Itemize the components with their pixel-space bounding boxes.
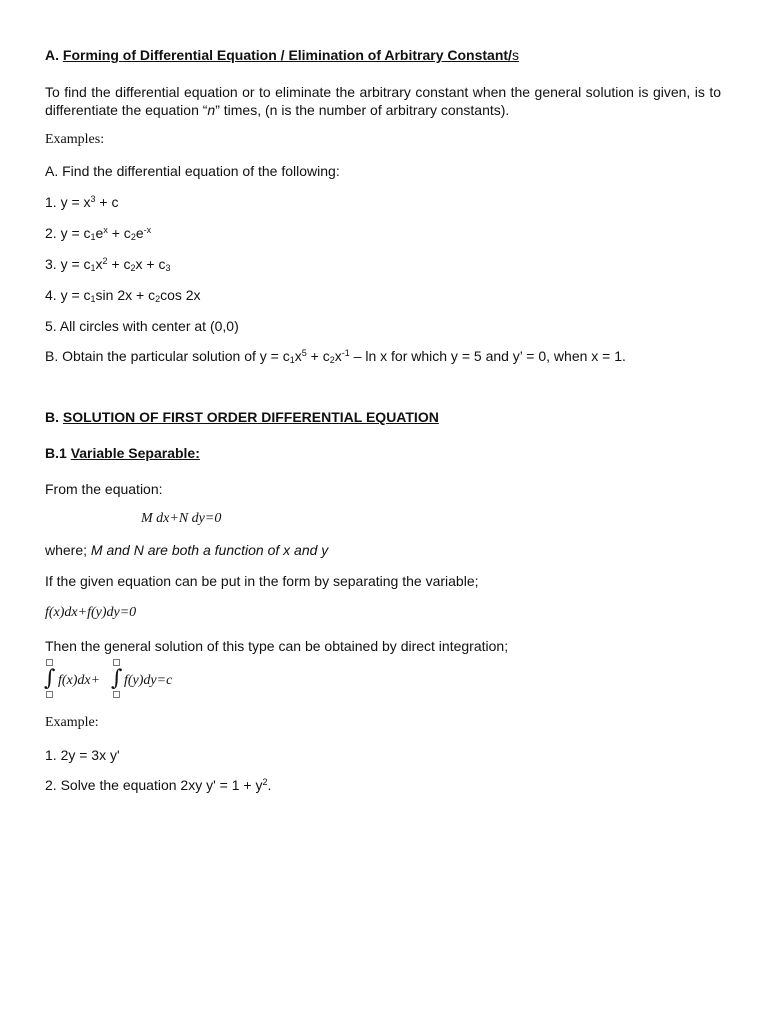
item2-exp1: x (103, 225, 108, 235)
list-item-3 (45, 255, 171, 273)
integral-term-2: f(y)dy=c (124, 673, 173, 688)
section-a-prefix: A. (45, 47, 63, 63)
task-a: A. Find the differential equation of the following: (45, 163, 340, 179)
intro-n: n (207, 102, 216, 118)
intro-text-1: To find the differential equation or to eliminate the arbitrary constant when the general solution is given, is to differentiate the equation “ (45, 84, 721, 118)
item2-c: e (95, 225, 104, 241)
where-text (45, 541, 328, 559)
taskb-exp1: 5 (301, 348, 307, 358)
integral-term-1: f(x)dx+ (58, 673, 101, 688)
item4-sub2: 2 (155, 294, 161, 304)
item3-sub3: 3 (165, 263, 171, 273)
item1-exp: 3 (90, 194, 96, 204)
from-equation-text: From the equation: (45, 481, 163, 497)
example-label: Example: (45, 715, 99, 730)
equation-separated: f(x)dx+f(y)dy=0 (45, 605, 137, 620)
then-general-text: Then the general solution of this type can be obtained by direct integration; (45, 638, 509, 654)
taskb-g: x (334, 348, 342, 364)
equation-m-dx-n-dy: M dx+N dy=0 (141, 511, 222, 526)
item2-g: e (135, 225, 144, 241)
taskb-a: B. Obtain the particular solution of y = c (45, 348, 290, 364)
example-2 (45, 776, 271, 794)
taskb-i: – ln x for which y = 5 and y’ = 0, when x = 1. (349, 348, 626, 364)
item3-exp: 2 (102, 256, 108, 266)
list-item-4 (45, 286, 201, 304)
item2-exp2: -x (143, 225, 152, 235)
item4-a: 4. y = c (45, 287, 91, 303)
integral-lower-limit-box-2 (113, 691, 120, 698)
item3-sub1: 1 (90, 263, 96, 273)
integral-sign-2: ∫ (111, 666, 123, 691)
item1-a: 1. y = x (45, 194, 91, 210)
if-given-text: If the given equation can be put in the form by separating the variable; (45, 573, 479, 589)
item1-c: + c (95, 194, 119, 210)
item4-c: sin 2x + c (95, 287, 156, 303)
item2-e: + c (107, 225, 131, 241)
taskb-sub2: 2 (329, 355, 335, 365)
ex2-c: . (267, 777, 272, 793)
example-1: 1. 2y = 3x y' (45, 747, 120, 763)
taskb-c: x (294, 348, 302, 364)
item3-a: 3. y = c (45, 256, 91, 272)
section-a-title: Forming of Differential Equation / Elimination of Arbitrary Constant/ (62, 47, 512, 63)
item4-e: cos 2x (160, 287, 201, 303)
item2-sub2: 2 (130, 232, 136, 242)
list-item-1 (45, 193, 119, 211)
task-b (45, 347, 626, 365)
taskb-sub1: 1 (289, 355, 295, 365)
section-a-title-tail: s (511, 47, 519, 63)
list-item-2 (45, 224, 151, 242)
item4-sub1: 1 (90, 294, 96, 304)
integral-sign-1: ∫ (44, 666, 56, 691)
integral-lower-limit-box-1 (46, 691, 53, 698)
section-b-heading (45, 408, 439, 426)
section-a-heading (45, 46, 519, 64)
ex2-a: 2. Solve the equation 2xy y' = 1 + y (45, 777, 263, 793)
item2-a: 2. y = c (45, 225, 91, 241)
item2-sub1: 1 (90, 232, 96, 242)
examples-label: Examples: (45, 132, 105, 147)
subsection-b1-title: Variable Separable: (70, 445, 200, 461)
list-item-5: 5. All circles with center at (0,0) (45, 318, 239, 334)
integral-upper-limit-box-2 (113, 659, 120, 666)
integral-upper-limit-box-1 (46, 659, 53, 666)
subsection-b1-prefix: B.1 (45, 445, 71, 461)
item3-c: x (95, 256, 103, 272)
section-b-prefix: B. (45, 409, 63, 425)
subsection-b1-heading (45, 444, 200, 462)
intro-text-2: ” times, (n is the number of arbitrary constants). (215, 102, 510, 118)
ex2-exp: 2 (262, 777, 268, 787)
item3-g: x + c (135, 256, 166, 272)
item3-sub2: 2 (130, 263, 136, 273)
section-b-title: SOLUTION OF FIRST ORDER DIFFERENTIAL EQUATION (62, 409, 439, 425)
taskb-exp2: -1 (341, 348, 350, 358)
where-prefix: where; (45, 542, 91, 558)
section-a-intro (45, 83, 721, 119)
taskb-e: + c (306, 348, 330, 364)
where-italic: M and N are both a function of x and y (90, 542, 329, 558)
item3-e: + c (107, 256, 131, 272)
